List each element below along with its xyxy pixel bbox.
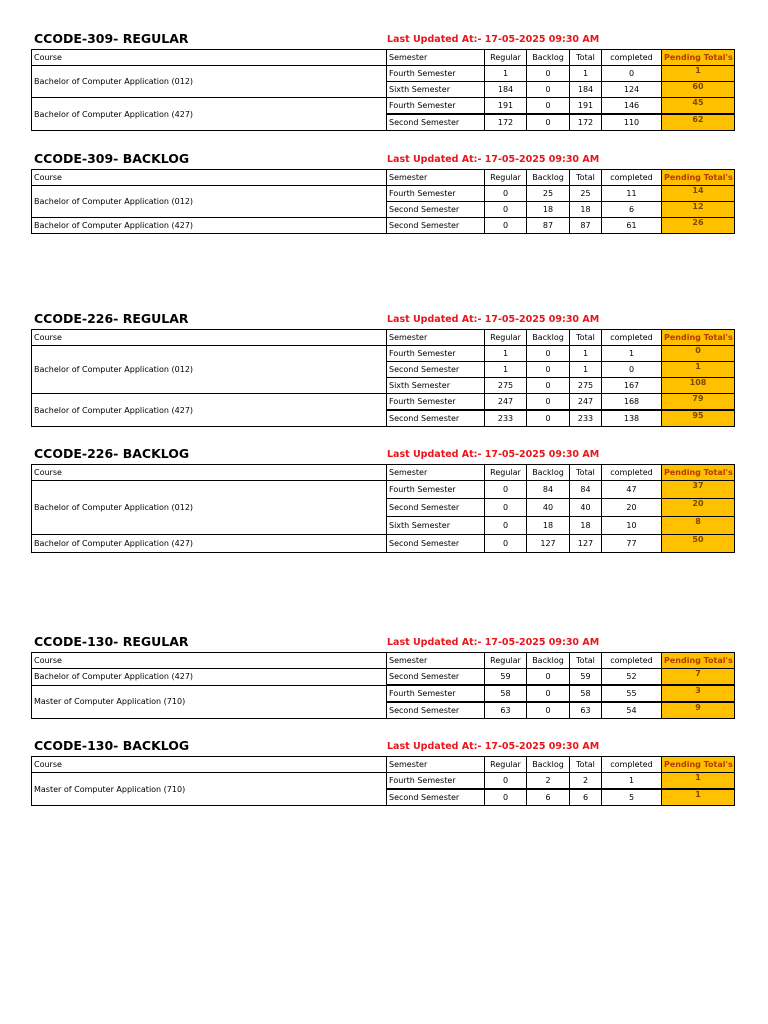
course-cell: Bachelor of Computer Application (427) — [32, 98, 387, 131]
header-pending: Pending Total's — [662, 653, 735, 669]
table-row — [32, 66, 735, 82]
course-cell: Bachelor of Computer Application (012) — [32, 186, 387, 218]
regular-cell: 58 — [485, 685, 527, 702]
data-table — [31, 464, 735, 553]
header-completed: completed — [602, 465, 662, 481]
header-pending: Pending Total's — [662, 465, 735, 481]
completed-cell: 55 — [602, 685, 662, 702]
regular-cell: 184 — [485, 82, 527, 98]
header-completed: completed — [602, 757, 662, 773]
last-updated: Last Updated At:- 17-05-2025 09:30 AM — [387, 637, 600, 648]
pending-cell: 8 — [662, 517, 735, 535]
pending-cell: 26 — [662, 218, 735, 234]
semester-cell: Fourth Semester — [387, 186, 485, 202]
regular-cell: 0 — [485, 773, 527, 790]
total-cell: 18 — [570, 517, 602, 535]
header-backlog: Backlog — [527, 465, 570, 481]
pending-cell: 50 — [662, 535, 735, 553]
semester-cell: Second Semester — [387, 499, 485, 517]
course-cell: Bachelor of Computer Application (427) — [32, 218, 387, 234]
regular-cell: 1 — [485, 346, 527, 362]
course-cell: Bachelor of Computer Application (427) — [32, 535, 387, 553]
pending-cell: 37 — [662, 481, 735, 499]
header-regular: Regular — [485, 465, 527, 481]
regular-cell: 247 — [485, 394, 527, 411]
section-title: CCODE-130- REGULAR — [34, 634, 189, 649]
completed-cell: 47 — [602, 481, 662, 499]
regular-cell: 0 — [485, 499, 527, 517]
completed-cell: 168 — [602, 394, 662, 411]
backlog-cell: 0 — [527, 669, 570, 686]
total-cell: 247 — [570, 394, 602, 411]
semester-cell: Fourth Semester — [387, 773, 485, 790]
section-title: CCODE-226- REGULAR — [34, 311, 189, 326]
header-completed: completed — [602, 330, 662, 346]
header-course: Course — [32, 170, 387, 186]
table-row — [32, 481, 735, 499]
completed-cell: 138 — [602, 410, 662, 427]
table-header-row — [32, 170, 735, 186]
total-cell: 58 — [570, 685, 602, 702]
header-backlog: Backlog — [527, 50, 570, 66]
header-regular: Regular — [485, 50, 527, 66]
total-cell: 63 — [570, 702, 602, 719]
last-updated: Last Updated At:- 17-05-2025 09:30 AM — [387, 34, 600, 45]
semester-cell: Sixth Semester — [387, 82, 485, 98]
data-table — [31, 756, 735, 806]
regular-cell: 0 — [485, 218, 527, 234]
pending-cell: 60 — [662, 82, 735, 98]
regular-cell: 59 — [485, 669, 527, 686]
pending-cell: 7 — [662, 669, 735, 686]
regular-cell: 275 — [485, 378, 527, 394]
pending-cell: 95 — [662, 410, 735, 427]
total-cell: 59 — [570, 669, 602, 686]
table-row — [32, 394, 735, 411]
total-cell: 1 — [570, 346, 602, 362]
regular-cell: 0 — [485, 481, 527, 499]
last-updated: Last Updated At:- 17-05-2025 09:30 AM — [387, 314, 600, 325]
table-header-row — [32, 465, 735, 481]
table-header-row — [32, 653, 735, 669]
semester-cell: Second Semester — [387, 535, 485, 553]
header-course: Course — [32, 653, 387, 669]
total-cell: 2 — [570, 773, 602, 790]
header-total: Total — [570, 330, 602, 346]
backlog-cell: 40 — [527, 499, 570, 517]
header-total: Total — [570, 653, 602, 669]
completed-cell: 146 — [602, 98, 662, 115]
section-title: CCODE-309- BACKLOG — [34, 151, 190, 166]
header-regular: Regular — [485, 330, 527, 346]
pending-cell: 1 — [662, 362, 735, 378]
header-pending: Pending Total's — [662, 170, 735, 186]
header-regular: Regular — [485, 757, 527, 773]
pending-cell: 1 — [662, 789, 735, 806]
backlog-cell: 0 — [527, 346, 570, 362]
header-completed: completed — [602, 170, 662, 186]
header-total: Total — [570, 465, 602, 481]
semester-cell: Second Semester — [387, 202, 485, 218]
completed-cell: 61 — [602, 218, 662, 234]
completed-cell: 10 — [602, 517, 662, 535]
total-cell: 172 — [570, 114, 602, 131]
header-course: Course — [32, 757, 387, 773]
table-row — [32, 186, 735, 202]
total-cell: 40 — [570, 499, 602, 517]
total-cell: 233 — [570, 410, 602, 427]
total-cell: 191 — [570, 98, 602, 115]
data-table — [31, 169, 735, 234]
course-cell: Master of Computer Application (710) — [32, 685, 387, 719]
pending-cell: 9 — [662, 702, 735, 719]
backlog-cell: 25 — [527, 186, 570, 202]
pending-cell: 0 — [662, 346, 735, 362]
header-semester: Semester — [387, 50, 485, 66]
total-cell: 87 — [570, 218, 602, 234]
header-semester: Semester — [387, 330, 485, 346]
pending-cell: 79 — [662, 394, 735, 411]
table-row — [32, 773, 735, 790]
pending-cell: 14 — [662, 186, 735, 202]
header-backlog: Backlog — [527, 757, 570, 773]
header-total: Total — [570, 757, 602, 773]
pending-cell: 3 — [662, 685, 735, 702]
header-completed: completed — [602, 653, 662, 669]
semester-cell: Fourth Semester — [387, 66, 485, 82]
semester-cell: Second Semester — [387, 362, 485, 378]
completed-cell: 0 — [602, 66, 662, 82]
pending-cell: 1 — [662, 773, 735, 790]
completed-cell: 124 — [602, 82, 662, 98]
backlog-cell: 18 — [527, 517, 570, 535]
completed-cell: 20 — [602, 499, 662, 517]
section-title: CCODE-130- BACKLOG — [34, 738, 190, 753]
course-cell: Bachelor of Computer Application (427) — [32, 669, 387, 686]
header-course: Course — [32, 330, 387, 346]
regular-cell: 191 — [485, 98, 527, 115]
regular-cell: 1 — [485, 362, 527, 378]
backlog-cell: 84 — [527, 481, 570, 499]
header-pending: Pending Total's — [662, 757, 735, 773]
section-title: CCODE-226- BACKLOG — [34, 446, 190, 461]
semester-cell: Sixth Semester — [387, 378, 485, 394]
header-regular: Regular — [485, 653, 527, 669]
backlog-cell: 6 — [527, 789, 570, 806]
backlog-cell: 0 — [527, 394, 570, 411]
regular-cell: 0 — [485, 202, 527, 218]
total-cell: 275 — [570, 378, 602, 394]
header-regular: Regular — [485, 170, 527, 186]
header-course: Course — [32, 465, 387, 481]
semester-cell: Fourth Semester — [387, 346, 485, 362]
section-title: CCODE-309- REGULAR — [34, 31, 189, 46]
table-row — [32, 535, 735, 553]
header-semester: Semester — [387, 757, 485, 773]
total-cell: 127 — [570, 535, 602, 553]
course-cell: Bachelor of Computer Application (012) — [32, 346, 387, 394]
table-header-row — [32, 330, 735, 346]
table-row — [32, 669, 735, 686]
table-row — [32, 218, 735, 234]
backlog-cell: 0 — [527, 685, 570, 702]
semester-cell: Fourth Semester — [387, 394, 485, 411]
pending-cell: 62 — [662, 114, 735, 131]
header-backlog: Backlog — [527, 170, 570, 186]
completed-cell: 167 — [602, 378, 662, 394]
regular-cell: 1 — [485, 66, 527, 82]
backlog-cell: 0 — [527, 362, 570, 378]
header-backlog: Backlog — [527, 653, 570, 669]
header-completed: completed — [602, 50, 662, 66]
regular-cell: 172 — [485, 114, 527, 131]
header-semester: Semester — [387, 170, 485, 186]
last-updated: Last Updated At:- 17-05-2025 09:30 AM — [387, 741, 600, 752]
course-cell: Bachelor of Computer Application (427) — [32, 394, 387, 427]
course-cell: Bachelor of Computer Application (012) — [32, 66, 387, 98]
semester-cell: Fourth Semester — [387, 98, 485, 115]
completed-cell: 6 — [602, 202, 662, 218]
header-course: Course — [32, 50, 387, 66]
backlog-cell: 0 — [527, 66, 570, 82]
total-cell: 1 — [570, 66, 602, 82]
semester-cell: Second Semester — [387, 114, 485, 131]
total-cell: 18 — [570, 202, 602, 218]
regular-cell: 63 — [485, 702, 527, 719]
completed-cell: 52 — [602, 669, 662, 686]
total-cell: 184 — [570, 82, 602, 98]
completed-cell: 5 — [602, 789, 662, 806]
completed-cell: 77 — [602, 535, 662, 553]
semester-cell: Second Semester — [387, 410, 485, 427]
total-cell: 1 — [570, 362, 602, 378]
table-row — [32, 98, 735, 115]
semester-cell: Second Semester — [387, 218, 485, 234]
table-row — [32, 685, 735, 702]
regular-cell: 233 — [485, 410, 527, 427]
regular-cell: 0 — [485, 186, 527, 202]
completed-cell: 11 — [602, 186, 662, 202]
completed-cell: 1 — [602, 773, 662, 790]
regular-cell: 0 — [485, 535, 527, 553]
header-semester: Semester — [387, 465, 485, 481]
backlog-cell: 2 — [527, 773, 570, 790]
pending-cell: 1 — [662, 66, 735, 82]
semester-cell: Fourth Semester — [387, 685, 485, 702]
header-total: Total — [570, 170, 602, 186]
table-header-row — [32, 50, 735, 66]
header-backlog: Backlog — [527, 330, 570, 346]
pending-cell: 45 — [662, 98, 735, 115]
backlog-cell: 0 — [527, 378, 570, 394]
regular-cell: 0 — [485, 517, 527, 535]
table-header-row — [32, 757, 735, 773]
last-updated: Last Updated At:- 17-05-2025 09:30 AM — [387, 449, 600, 460]
course-cell: Bachelor of Computer Application (012) — [32, 481, 387, 535]
backlog-cell: 0 — [527, 82, 570, 98]
course-cell: Master of Computer Application (710) — [32, 773, 387, 806]
backlog-cell: 0 — [527, 98, 570, 115]
header-pending: Pending Total's — [662, 50, 735, 66]
backlog-cell: 18 — [527, 202, 570, 218]
data-table — [31, 49, 735, 131]
semester-cell: Sixth Semester — [387, 517, 485, 535]
regular-cell: 0 — [485, 789, 527, 806]
backlog-cell: 0 — [527, 410, 570, 427]
backlog-cell: 127 — [527, 535, 570, 553]
pending-cell: 12 — [662, 202, 735, 218]
backlog-cell: 87 — [527, 218, 570, 234]
total-cell: 25 — [570, 186, 602, 202]
total-cell: 6 — [570, 789, 602, 806]
semester-cell: Second Semester — [387, 702, 485, 719]
backlog-cell: 0 — [527, 114, 570, 131]
header-semester: Semester — [387, 653, 485, 669]
pending-cell: 20 — [662, 499, 735, 517]
semester-cell: Fourth Semester — [387, 481, 485, 499]
semester-cell: Second Semester — [387, 669, 485, 686]
backlog-cell: 0 — [527, 702, 570, 719]
completed-cell: 0 — [602, 362, 662, 378]
data-table — [31, 329, 735, 427]
completed-cell: 110 — [602, 114, 662, 131]
completed-cell: 54 — [602, 702, 662, 719]
last-updated: Last Updated At:- 17-05-2025 09:30 AM — [387, 154, 600, 165]
data-table — [31, 652, 735, 719]
header-total: Total — [570, 50, 602, 66]
table-row — [32, 346, 735, 362]
pending-cell: 108 — [662, 378, 735, 394]
total-cell: 84 — [570, 481, 602, 499]
completed-cell: 1 — [602, 346, 662, 362]
semester-cell: Second Semester — [387, 789, 485, 806]
header-pending: Pending Total's — [662, 330, 735, 346]
